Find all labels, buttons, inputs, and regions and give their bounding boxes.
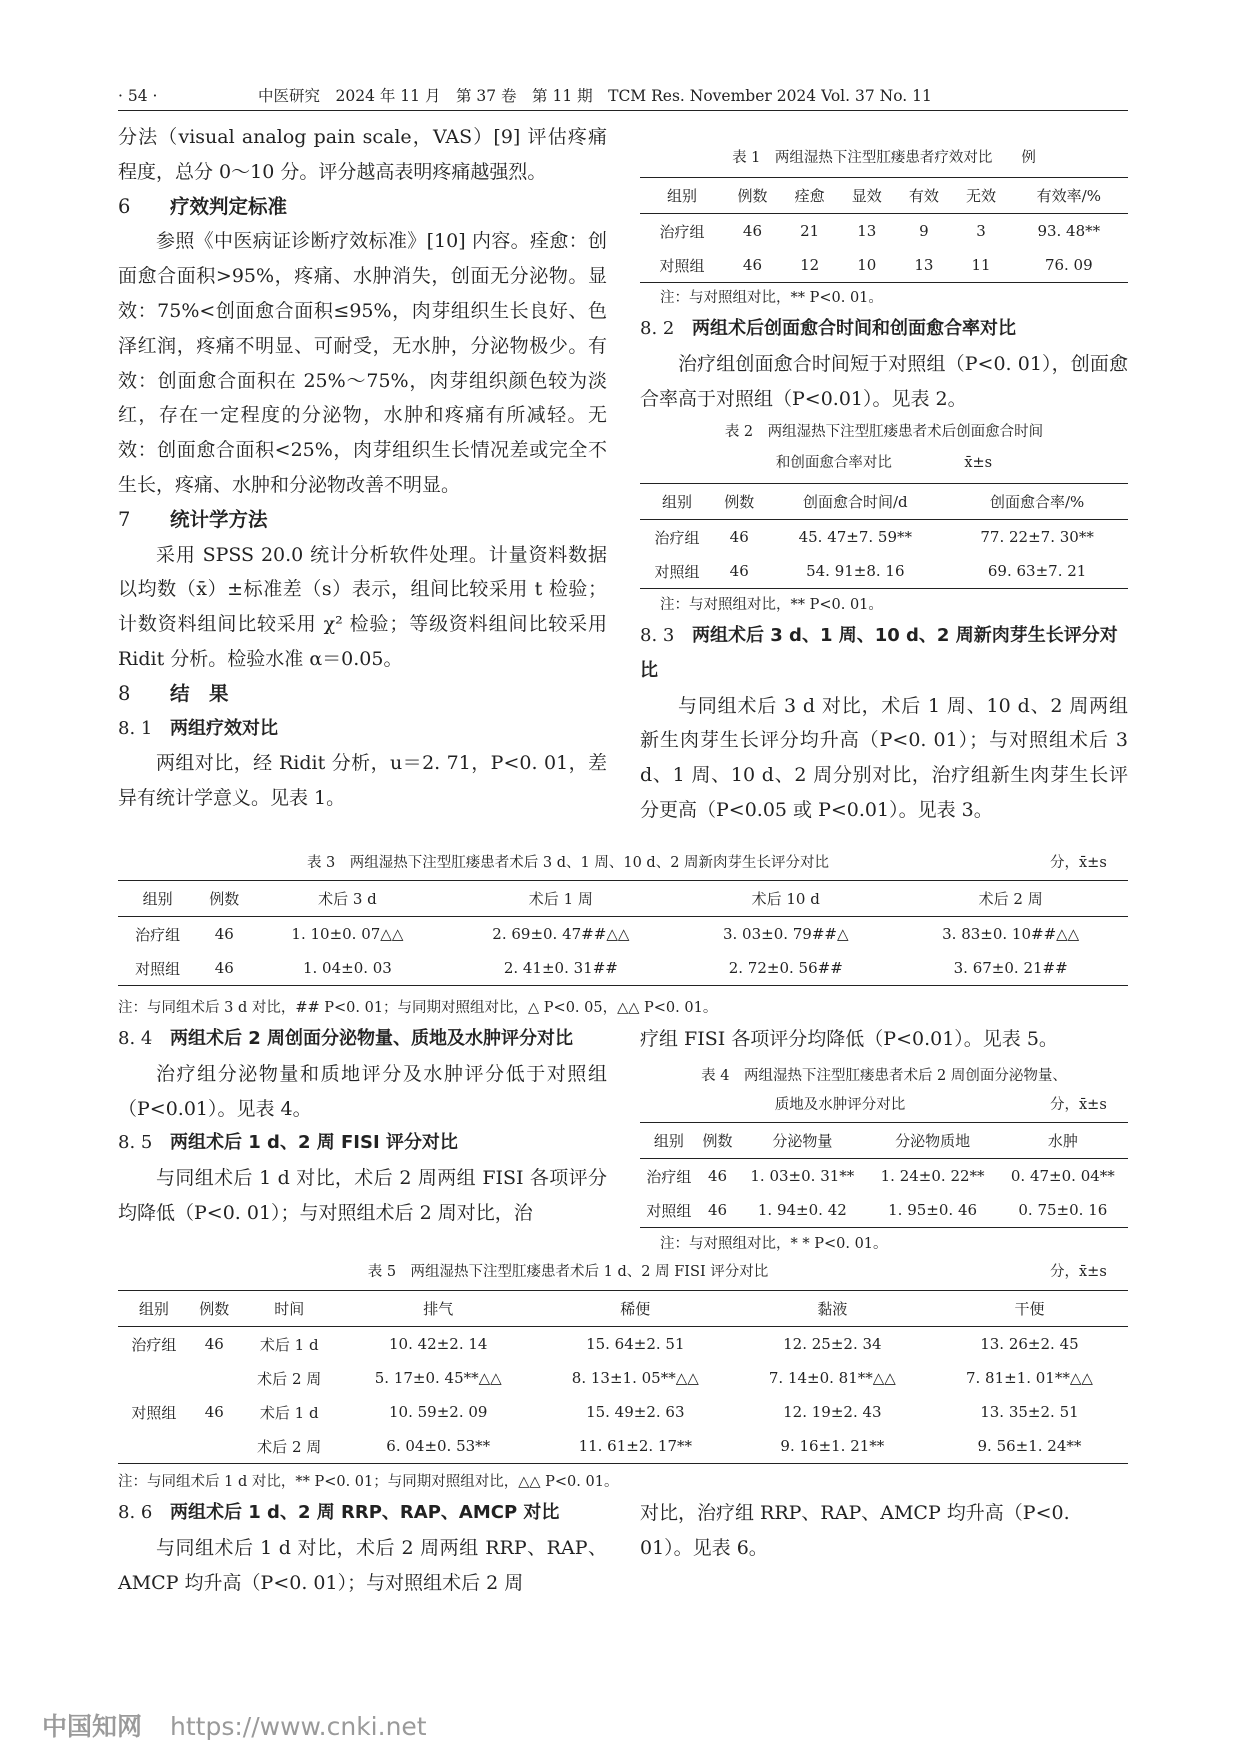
table1-note: 注：与对照组对比，** P<0. 01。	[660, 290, 883, 306]
table1-cell: 对照组	[640, 248, 724, 283]
table-row	[640, 1193, 1128, 1228]
table1-header: 组别	[640, 178, 724, 214]
table1-cell: 3	[976, 222, 986, 240]
stats-paragraph: 采用 SPSS 20.0 统计分析软件处理。计量资料数据以均数（x̄）±标准差（s）表示，组间比较采用 t 检验；计数资料组间比较采用 χ² 检验；等级资料组间比较采用 Ridit 分析。检验水准 α＝0.05。	[118, 543, 607, 670]
table3-header: 组别	[118, 881, 197, 917]
table4-unit: 分，x̄±s	[1050, 1097, 1107, 1113]
table1-cell: 10	[838, 248, 895, 283]
table2-cell: 45. 47±7. 59**	[798, 528, 913, 546]
table-row	[640, 554, 1128, 589]
table1-header: 显效	[838, 178, 895, 214]
table-row	[640, 1159, 1128, 1194]
section-8-6	[118, 1496, 607, 1600]
table3-caption: 表 3 两组湿热下注型肛瘘患者术后 3 d、1 周、10 d、2 周新肉芽生长评分对比	[306, 855, 830, 871]
paragraph-8-6: 与同组术后 1 d 对比，术后 2 周两组 RRP、RAP、AMCP 均升高（P<0. 01）；与对照组术后 2 周	[118, 1536, 607, 1594]
table3-cell: 2. 69±0. 47##△△	[492, 925, 630, 943]
paragraph-8-6-cont: 对比，治疗组 RRP、RAP、AMCP 均升高（P<0. 01）。见表 6。	[640, 1502, 1070, 1559]
table4-cell: 1. 94±0. 42	[737, 1193, 867, 1228]
table2-cell: 69. 63±7. 21	[946, 554, 1128, 589]
table5-cell	[190, 1429, 239, 1464]
paragraph-8-5-cont: 疗组 FISI 各项评分均降低（P<0.01）。见表 5。	[640, 1028, 1058, 1050]
table4	[640, 1122, 1128, 1228]
table-row	[640, 248, 1128, 283]
table4-caption-line2: 质地及水肿评分对比	[774, 1097, 906, 1113]
table1-cell: 13	[895, 248, 952, 283]
section-8-3	[640, 619, 1128, 828]
table5-cell: 13. 35±2. 51	[980, 1403, 1079, 1421]
table5-cell: 术后 1 d	[259, 1403, 319, 1422]
table3-cell: 3. 83±0. 10##△△	[942, 925, 1080, 943]
table4-cell: 对照组	[640, 1193, 698, 1228]
table2-note: 注：与对照组对比，** P<0. 01。	[660, 597, 883, 613]
table-row	[118, 1429, 1128, 1464]
table4-cell: 1. 03±0. 31**	[750, 1167, 855, 1185]
cnki-watermark	[42, 1707, 427, 1743]
table5-header: 组别	[118, 1291, 190, 1327]
table5-cell: 术后 2 周	[239, 1429, 340, 1464]
table1-cell: 93. 48**	[1037, 222, 1101, 240]
table5-cell: 9. 16±1. 21**	[734, 1429, 931, 1464]
running-header	[118, 84, 1128, 106]
cnki-url[interactable]: https://www.cnki.net	[170, 1712, 427, 1741]
table5	[118, 1290, 1128, 1464]
table5-cell: 9. 56±1. 24**	[931, 1429, 1128, 1464]
table-row	[118, 1395, 1128, 1429]
table5-cell	[118, 1361, 190, 1395]
table3-cell: 1. 10±0. 07△△	[291, 925, 404, 943]
table2-cell: 54. 91±8. 16	[764, 554, 946, 589]
table3-note: 注：与同组术后 3 d 对比，## P<0. 01；与同期对照组对比，△ P<0. 05，△△ P<0. 01。	[118, 1000, 718, 1016]
table2-header: 创面愈合率/%	[946, 484, 1128, 520]
table-row	[118, 1361, 1128, 1395]
table2-caption: 表 2 两组湿热下注型肛瘘患者术后创面愈合时间	[724, 424, 1044, 440]
table4-caption: 表 4 两组湿热下注型肛瘘患者术后 2 周创面分泌物量、	[701, 1068, 1067, 1084]
table5-cell: 13. 26±2. 45	[980, 1335, 1079, 1353]
section-8-2	[640, 312, 1128, 416]
table5-cell: 11. 61±2. 17**	[537, 1429, 734, 1464]
table1-header: 有效	[895, 178, 952, 214]
table3-header: 术后 3 d	[251, 881, 443, 917]
table5-cell: 5. 17±0. 45**△△	[374, 1369, 502, 1387]
table4-note: 注：与对照组对比，* * P<0. 01。	[660, 1236, 888, 1252]
vas-paragraph: 分法（visual analog pain scale，VAS）[9] 评估疼痛程度，总分 0～10 分。评分越高表明疼痛越强烈。	[118, 126, 607, 183]
heading-8-5: 8. 5 两组术后 1 d、2 周 FISI 评分对比	[118, 1132, 458, 1154]
heading-8-1: 8. 1 两组疗效对比	[118, 717, 278, 739]
table3-header: 术后 10 d	[678, 881, 893, 917]
table4-cell: 0. 75±0. 16	[998, 1193, 1128, 1228]
cnki-logo-text: 中国知网	[42, 1712, 143, 1741]
table1-cell: 治疗组	[659, 222, 705, 241]
left-column-upper	[118, 120, 607, 816]
page-number: · 54 ·	[118, 87, 158, 105]
table5-cell: 对照组	[131, 1403, 177, 1422]
table1-cell: 9	[919, 222, 929, 240]
heading-8: 8 结 果	[118, 681, 229, 705]
paragraph-8-5: 与同组术后 1 d 对比，术后 2 周两组 FISI 各项评分均降低（P<0. 01）；与对照组术后 2 周对比，治	[118, 1167, 607, 1224]
table2-cell: 46	[729, 528, 749, 546]
table5-cell: 7. 81±1. 01**△△	[965, 1369, 1093, 1387]
table3-unit: 分，x̄±s	[1050, 855, 1107, 871]
table5-cell: 7. 14±0. 81**△△	[768, 1369, 896, 1387]
heading-7: 7 统计学方法	[118, 507, 268, 531]
table1-header: 例数	[724, 178, 781, 214]
table3-cell: 3. 67±0. 21##	[893, 951, 1128, 986]
table5-cell: 治疗组	[131, 1335, 177, 1354]
table5-caption: 表 5 两组湿热下注型肛瘘患者术后 1 d、2 周 FISI 评分对比	[367, 1264, 769, 1280]
table1-cell: 76. 09	[1010, 248, 1128, 283]
table2-cell: 对照组	[640, 554, 714, 589]
table3-cell: 2. 72±0. 56##	[678, 951, 893, 986]
table1-cell: 13	[857, 222, 877, 240]
table5-header: 稀便	[537, 1291, 734, 1327]
table1	[640, 177, 1128, 283]
table4-header: 分泌物质地	[867, 1123, 997, 1159]
heading-8-4: 8. 4 两组术后 2 周创面分泌物量、质地及水肿评分对比	[118, 1028, 574, 1049]
table5-cell: 15. 49±2. 63	[586, 1403, 685, 1421]
criteria-paragraph: 参照《中医病证诊断疗效标准》[10] 内容。痊愈：创面愈合面积>95%，疼痛、水肿消失，创面无分泌物。显效：75%<创面愈合面积≤95%，肉芽组织生长良好、色泽红润，疼痛不明显、可耐受，无水肿，分泌物极少。有效：创面愈合面积在 25%～75%，肉芽组织颜色较为淡红，存在一定程度的分泌物，水肿和疼痛有所减轻。无效：创面愈合面积<25%，肉芽组织生长情况差或完全不生长，疼痛、水肿和分泌物改善不明显。	[118, 230, 607, 496]
table1-header: 痊愈	[781, 178, 838, 214]
table4-header: 组别	[640, 1123, 698, 1159]
table1-header: 无效	[952, 178, 1009, 214]
table5-cell: 15. 64±2. 51	[586, 1335, 685, 1353]
table5-cell: 46	[204, 1335, 224, 1353]
table-row	[640, 520, 1128, 555]
table2-header: 创面愈合时间/d	[764, 484, 946, 520]
table3-header: 术后 2 周	[893, 881, 1128, 917]
table3-cell: 3. 03±0. 79##△	[722, 925, 849, 943]
table1-cell: 12	[781, 248, 838, 283]
table1-header: 有效率/%	[1010, 178, 1128, 214]
table-row	[118, 951, 1128, 986]
table3-cell: 1. 04±0. 03	[251, 951, 443, 986]
heading-8-6: 8. 6 两组术后 1 d、2 周 RRP、RAP、AMCP 对比	[118, 1502, 560, 1523]
table3	[118, 880, 1128, 986]
table3-header: 术后 1 周	[444, 881, 679, 917]
table4-cell: 1. 24±0. 22**	[880, 1167, 985, 1185]
table3-cell: 2. 41±0. 31##	[444, 951, 679, 986]
table5-cell	[118, 1429, 190, 1464]
journal-info: 中医研究 2024 年 11 月 第 37 卷 第 11 期 TCM Res. November 2024 Vol. 37 No. 11	[258, 87, 932, 105]
table3-cell: 治疗组	[135, 925, 181, 944]
table5-cell: 术后 1 d	[259, 1335, 319, 1354]
table5-cell	[190, 1361, 239, 1395]
table1-cell: 46	[742, 222, 763, 240]
paragraph-8-1: 两组对比，经 Ridit 分析，u＝2. 71，P<0. 01，差异有统计学意义。见表 1。	[118, 752, 607, 810]
table2	[640, 483, 1128, 589]
heading-8-3: 8. 3 两组术后 3 d、1 周、10 d、2 周新肉芽生长评分对比	[640, 625, 1118, 681]
table5-note: 注：与同组术后 1 d 对比，** P<0. 01；与同期对照组对比，△△ P<0. 01。	[118, 1474, 619, 1490]
table2-header: 组别	[640, 484, 714, 520]
table3-cell: 46	[197, 951, 251, 986]
table5-header: 时间	[239, 1291, 340, 1327]
table-row	[118, 1327, 1128, 1362]
table5-header: 排气	[340, 1291, 537, 1327]
table5-unit: 分，x̄±s	[1050, 1264, 1107, 1280]
table5-cell: 8. 13±1. 05**△△	[571, 1369, 699, 1387]
table5-cell: 术后 2 周	[257, 1369, 322, 1388]
table5-cell: 6. 04±0. 53**	[340, 1429, 537, 1464]
table2-cell: 治疗组	[654, 528, 700, 547]
table4-header: 分泌物量	[737, 1123, 867, 1159]
table5-cell: 10. 59±2. 09	[389, 1403, 488, 1421]
table4-header: 水肿	[998, 1123, 1128, 1159]
heading-8-2: 8. 2 两组术后创面愈合时间和创面愈合率对比	[640, 318, 1016, 339]
table1-cell: 21	[800, 222, 820, 240]
table2-caption-line2: 和创面愈合率对比 x̄±s	[775, 455, 993, 471]
table1-caption: 表 1 两组湿热下注型肛瘘患者疗效对比 例	[732, 150, 1036, 166]
table4-cell: 1. 95±0. 46	[867, 1193, 997, 1228]
table5-cell: 12. 25±2. 34	[783, 1335, 882, 1353]
left-column-lower	[118, 1022, 607, 1231]
paragraph-8-2: 治疗组创面愈合时间短于对照组（P<0. 01），创面愈合率高于对照组（P<0.01）。见表 2。	[640, 352, 1128, 410]
paragraph-8-4: 治疗组分泌物量和质地评分及水肿评分低于对照组（P<0.01）。见表 4。	[118, 1062, 607, 1120]
table5-header: 干便	[931, 1291, 1128, 1327]
table1-cell: 46	[724, 248, 781, 283]
table5-cell: 46	[204, 1403, 224, 1421]
table3-cell: 46	[214, 925, 234, 943]
table3-header: 例数	[197, 881, 251, 917]
header-rule	[118, 110, 1128, 111]
table2-header: 例数	[714, 484, 764, 520]
table4-cell: 46	[698, 1193, 737, 1228]
table4-cell: 治疗组	[646, 1167, 692, 1186]
heading-6: 6 疗效判定标准	[118, 194, 288, 218]
table2-cell: 77. 22±7. 30**	[980, 528, 1094, 546]
table4-cell: 0. 47±0. 04**	[1010, 1167, 1115, 1185]
table5-header: 例数	[190, 1291, 239, 1327]
table2-cell: 46	[714, 554, 764, 589]
table-row	[640, 214, 1128, 249]
table5-header: 黏液	[734, 1291, 931, 1327]
table4-header: 例数	[698, 1123, 737, 1159]
table5-cell: 10. 42±2. 14	[389, 1335, 488, 1353]
table1-cell: 11	[952, 248, 1009, 283]
paragraph-8-3: 与同组术后 3 d 对比，术后 1 周、10 d、2 周两组新生肉芽生长评分均升高（P<0. 01）；与对照组术后 3 d、1 周、10 d、2 周分别对比，治疗组新生肉芽生长评分更高（P<0.05 或 P<0.01）。见表 3。	[640, 694, 1128, 821]
table-row	[118, 917, 1128, 952]
table3-cell: 对照组	[118, 951, 197, 986]
table4-cell: 46	[707, 1167, 728, 1185]
table5-cell: 12. 19±2. 43	[783, 1403, 882, 1421]
